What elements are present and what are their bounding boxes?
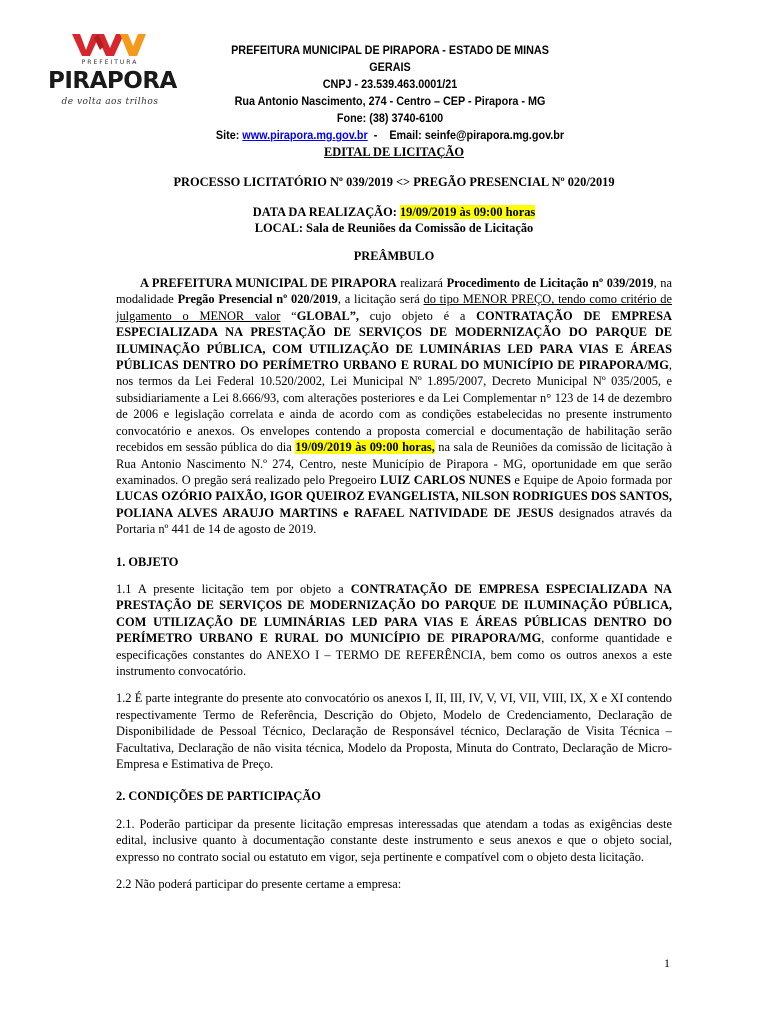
preamble-text: designados através da Portaria nº 441 de 14 de agosto de 2019. <box>116 505 672 537</box>
preamble-data: 19/09/2019 às 09:00 horas, <box>295 440 435 455</box>
data-value: 19/09/2019 às 09:00 horas <box>399 204 536 219</box>
s1-objeto: CONTRATAÇÃO DE EMPRESA ESPECIALIZADA NA PRESTAÇÃO DE SERVIÇOS DE MODERNIZAÇÃO DO PARQUE DE ILUMINAÇÃO PÚBLICA, COM UTILIZAÇÃO DE LUMINÁRIAS LED PARA VIAS E ÁREAS PÚBLICAS DENTRO DO PERÍMETRO URBANO E RURAL DO MUNICÍPIO DE PIRAPORA/MG <box>116 581 672 646</box>
header-phone: Fone: (38) 3740-6100 <box>336 111 444 125</box>
data-label: DATA DA REALIZAÇÃO: <box>252 204 400 219</box>
document-body <box>116 144 672 892</box>
s1-text: , conforme quantidade e especificações constantes do ANEXO I – TERMO DE REFERÊNCIA, bem como os outros anexos a este instrumento convocatório. <box>116 631 672 678</box>
preamble-text: realizará <box>396 276 447 291</box>
preamble-objeto: CONTRATAÇÃO DE EMPRESA ESPECIALIZADA NA PRESTAÇÃO DE SERVIÇOS DE MODERNIZAÇÃO DO PARQUE DE ILUMINAÇÃO PÚBLICA, COM UTILIZAÇÃO DE LUMINÁRIAS LED PARA VIAS E ÁREAS PÚBLICAS DENTRO DO PERÍMETRO URBANO E RURAL DO MUNICÍPIO DE PIRAPORA/MG <box>116 308 672 373</box>
preamble-paragraph <box>116 275 672 538</box>
header-site-email <box>210 127 570 144</box>
preamble-text: , a licitação será <box>337 292 424 307</box>
preamble-text: na sala de Reuniões da comissão de licitação à Rua Antonio Nascimento N.º 274, Centro, neste Município de Pirapora - MG, oportunidade em que serão examinados. O pregão será realizado pelo Pregoeiro <box>116 440 672 487</box>
preamble-equipe: LUCAS OZÓRIO PAIXÃO, IGOR QUEIROZ EVANGELISTA, NILSON RODRIGUES DOS SANTOS, POLIANA ALVES ARAUJO MARTINS e RAFAEL NATIVIDADE DE JESUS <box>116 489 672 520</box>
preamble-text: , nos termos da Lei Federal 10.520/2002, Lei Municipal Nº 1.895/2007, Decreto Municipal Nº 035/2005, e subsidiariamente a Lei 8.666/93, com alterações posteriores e da Lei Complementar n° 123 de 14 de dezembro de 2006 e legislação correlata e ainda de acordo com as condições estabelecidas no presente instrumento convocatório e anexos. Os envelopes contendo a proposta comercial e documentação de habilitação serão recebidos em sessão pública do dia <box>116 358 672 455</box>
preamble-pregao: Pregão Presencial nº 020/2019 <box>177 292 338 307</box>
site-link[interactable]: www.pirapora.mg.gov.br <box>242 128 368 142</box>
header-cnpj: CNPJ - 23.539.463.0001/21 <box>322 77 458 91</box>
preamble-text: cujo objeto é a <box>359 308 477 323</box>
preamble-global: GLOBAL”, <box>296 308 359 323</box>
logo-name-text: PIRAPORA <box>48 68 177 94</box>
section-2-1: 2.1. Poderão participar da presente licitação empresas interessadas que atendam a todas as exigências deste edital, inclusive quanto à documentação constante deste instrumento e seus anexos e que o objeto social, expresso no contrato social ou estatuto em vigor, seja pertinente e compatível com o objeto desta licitação. <box>116 816 672 864</box>
s1-text: 1.1 A presente licitação tem por objeto a <box>116 581 351 596</box>
processo-line: PROCESSO LICITATÓRIO Nº 039/2019 <> PREGÃO PRESENCIAL Nº 020/2019 <box>173 175 615 190</box>
edital-title: EDITAL DE LICITAÇÃO <box>324 145 464 159</box>
data-realizacao <box>116 204 672 220</box>
preamble-text: e Equipe de Apoio formada por <box>510 472 672 487</box>
logo-prefeitura-text: PREFEITURA <box>81 59 139 66</box>
preamble-org: A PREFEITURA MUNICIPAL DE PIRAPORA <box>140 276 397 291</box>
preamble-pregoeiro: LUIZ CARLOS NUNES <box>380 472 511 487</box>
section-1-title: 1. OBJETO <box>116 554 179 569</box>
section-2-title: 2. CONDIÇÕES DE PARTICIPAÇÃO <box>116 789 321 804</box>
section-1-1 <box>116 581 672 679</box>
preamble-tipo: do tipo MENOR PREÇO, tendo como critério de julgamento o MENOR valor <box>116 292 672 323</box>
header-address: Rua Antonio Nascimento, 274 - Centro – CEP - Pirapora - MG <box>234 94 546 108</box>
logo-mark-icon <box>70 30 150 58</box>
logo-tagline: de volta aos trilhos <box>61 97 159 107</box>
preamble-text: , na modalidade <box>116 276 672 307</box>
preambulo-heading: PREÂMBULO <box>353 248 435 263</box>
page-number: 1 <box>664 956 670 970</box>
header-line-1: PREFEITURA MUNICIPAL DE PIRAPORA - ESTADO DE MINAS GERAIS <box>231 43 549 74</box>
pirapora-logo <box>48 30 177 110</box>
site-label: Site: <box>215 128 243 142</box>
section-1-2: 1.2 É parte integrante do presente ato convocatório os anexos I, II, III, IV, V, VI, VII, VIII, IX, X e XI contendo respectivamente Termo de Referência, Descrição do Objeto, Modelo de Credenciamento, Declaração de Disponibilidade de Pessoal Técnico, Declaração de Responsável técnico, Declaração de Visita Técnica – Facultativa, Declaração de não visita técnica, Modelo da Proposta, Minuta do Contrato, Declaração de Micro-Empresa e Estimativa de Preço. <box>116 691 672 771</box>
local-line: LOCAL: Sala de Reuniões da Comissão de Licitação <box>254 221 534 236</box>
preamble-procedimento: Procedimento de Licitação nº 039/2019 <box>446 276 654 291</box>
section-2-2: 2.2 Não poderá participar do presente certame a empresa: <box>116 877 402 892</box>
email-text: - Email: seinfe@pirapora.mg.gov.br <box>367 128 565 142</box>
preamble-text: “ <box>280 308 297 323</box>
letterhead <box>210 42 570 144</box>
